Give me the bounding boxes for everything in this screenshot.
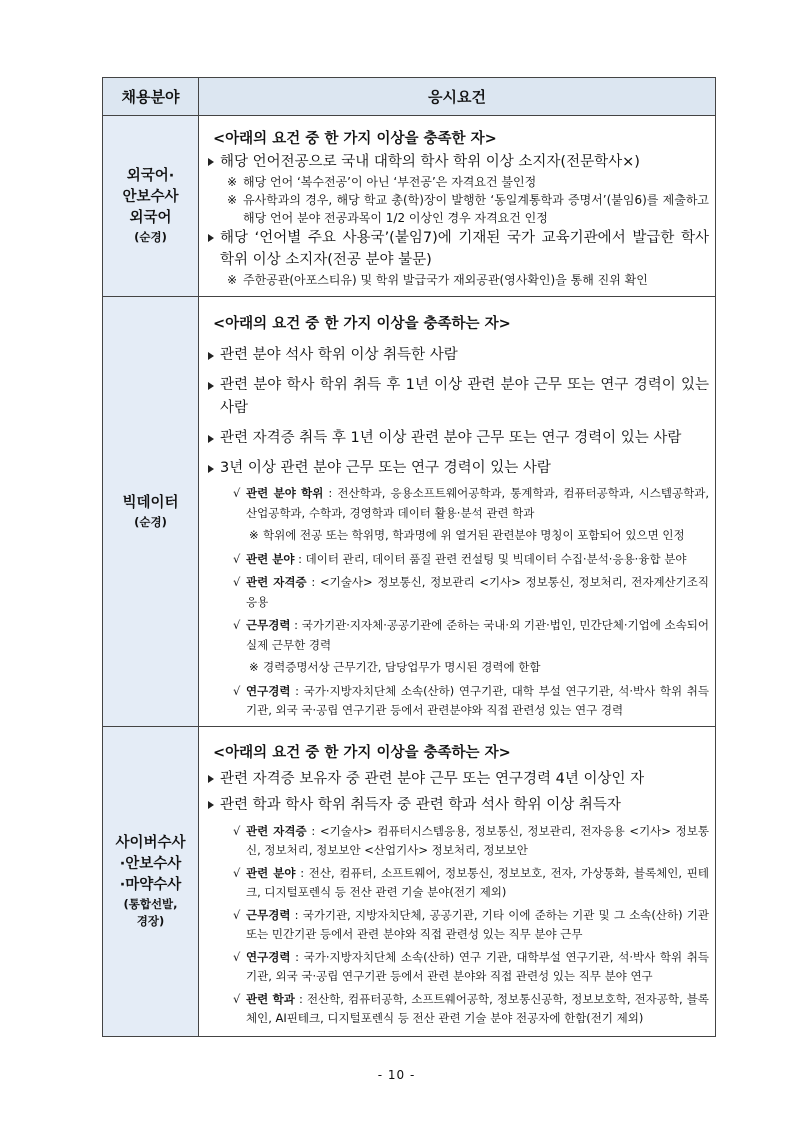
detail-text: : <기술사> 컴퓨터시스템응용, 정보통신, 정보관리, 전자응용 <기사> 정보통신, 정보처리, 정보보안 <산업기사> 정보처리, 정보보안 — [246, 824, 709, 857]
detail-label: 연구경력 — [246, 683, 291, 698]
header-requirements: 응시요건 — [199, 78, 716, 116]
field-name: 사이버수사 ·안보수사 ·마약수사 — [115, 835, 186, 893]
requirement-item: 관련 자격증 취득 후 1년 이상 관련 분야 근무 또는 연구 경력이 있는 사람 — [207, 427, 709, 450]
header-field: 채용분야 — [103, 78, 199, 116]
requirement-detail — [207, 550, 709, 570]
field-name: 빅데이터 — [122, 494, 179, 511]
detail-label: 관련 분야 — [246, 866, 296, 880]
requirement-heading: <아래의 요건 중 한 가지 이상을 충족하는 자> — [213, 316, 511, 332]
requirement-item: 해당 ‘언어별 주요 사용국’(붙임7)에 기재된 국가 교육기관에서 발급한 학사 학위 이상 소지자(전공 분야 불문) — [207, 227, 709, 271]
requirements-cell — [199, 727, 716, 1037]
table-row — [103, 727, 716, 1037]
requirement-heading: <아래의 요건 중 한 가지 이상을 충족한 자> — [213, 131, 497, 147]
field-cell — [103, 297, 199, 727]
requirement-note: ※ 학위에 전공 또는 학위명, 학과명에 위 열거된 관련분야 명칭이 포함되어 있으면 인정 — [207, 526, 709, 546]
detail-label: 연구경력 — [246, 950, 291, 964]
detail-text: : 전산학, 컴퓨터공학, 소프트웨어공학, 정보통신공학, 정보보호학, 전자공학, 블록체인, AI핀테크, 디지털포렌식 등 전산 관련 기술 분야 전공자에 한함(전기 제외) — [246, 992, 709, 1025]
requirement-detail — [207, 990, 709, 1028]
requirement-note: ※ 주한공관(아포스티유) 및 학위 발급국가 재외공관(영사확인)을 통해 진위 확인 — [207, 271, 709, 289]
field-cell — [103, 727, 199, 1037]
requirement-item: 관련 분야 학사 학위 취득 후 1년 이상 관련 분야 근무 또는 연구 경력이 있는 사람 — [207, 374, 709, 420]
requirement-note: ※ 해당 언어 ‘복수전공’이 아닌 ‘부전공’은 자격요건 불인정 — [207, 173, 709, 191]
requirement-detail — [207, 948, 709, 986]
detail-label: 근무경력 — [246, 618, 291, 632]
detail-text: : 전산, 컴퓨터, 소프트웨어, 정보통신, 정보보호, 전자, 가상통화, 블록체인, 핀테크, 디지털포렌식 등 전산 관련 기술 분야(전기 제외) — [246, 866, 709, 899]
detail-text: : 국가·지방자치단체 소속(산하) 연구기관, 대학 부설 연구기관, 석·박사 학위 취득기관, 외국 국·공립 연구기관 등에서 관련분야와 직접 관련성 있는 연구 경력 — [246, 683, 709, 717]
requirements-table — [102, 77, 716, 1037]
requirement-item: 관련 자격증 보유자 중 관련 분야 근무 또는 연구경력 4년 이상인 자 — [207, 766, 709, 792]
field-name: 외국어· 안보수사 외국어 — [122, 168, 179, 226]
detail-label: 관련 분야 학위 — [246, 486, 324, 500]
table-header-row — [103, 78, 716, 116]
detail-text: : 국가기관, 지방자치단체, 공공기관, 기타 이에 준하는 기관 및 그 소속(산하) 기관 또는 민간기관 등에서 관련 분야와 직접 관련성 있는 직무 분야 근무 — [246, 908, 709, 941]
field-rank: (순경) — [134, 514, 167, 529]
requirement-detail — [207, 822, 709, 860]
detail-text: : 국가·지방자치단체 소속(산하) 연구 기관, 대학부설 연구기관, 석·박사 학위 취득기관, 외국 국·공립 연구기관 등에서 관련 분야와 직접 관련성 있는 직무 분야 연구 — [246, 950, 709, 983]
requirement-item: 관련 분야 석사 학위 이상 취득한 사람 — [207, 344, 709, 367]
requirement-detail — [207, 616, 709, 655]
table-row — [103, 116, 716, 297]
requirement-item: 관련 학과 학사 학위 취득자 중 관련 학과 석사 학위 이상 취득자 — [207, 792, 709, 818]
requirement-note: ※ 경력증명서상 근무기간, 담당업무가 명시된 경력에 한함 — [207, 658, 709, 678]
field-rank: (순경) — [134, 230, 167, 244]
detail-label: 관련 자격증 — [246, 575, 307, 589]
requirement-item: 해당 언어전공으로 국내 대학의 학사 학위 이상 소지자(전문학사×) — [207, 151, 709, 173]
detail-text: : <기술사> 정보통신, 정보관리 <기사> 정보통신, 정보처리, 전자계산기조직응용 — [246, 575, 709, 609]
table-row — [103, 297, 716, 727]
requirements-cell — [199, 297, 716, 727]
requirements-cell — [199, 116, 716, 297]
field-cell — [103, 116, 199, 297]
requirement-detail — [207, 484, 709, 523]
detail-label: 관련 분야 — [246, 551, 295, 566]
detail-text: : 전산학과, 응용소프트웨어공학과, 통계학과, 컴퓨터공학과, 시스템공학과, 산업공학과, 수학과, 경영학과 데이터 활용·분석 관련 학과 — [246, 486, 709, 520]
requirement-heading: <아래의 요건 중 한 가지 이상을 충족하는 자> — [213, 745, 511, 761]
requirement-detail — [207, 864, 709, 902]
field-rank: (통합선발, 경장) — [123, 897, 178, 928]
detail-label: 관련 학과 — [246, 992, 295, 1006]
requirement-detail — [207, 906, 709, 944]
page-number: - 10 - — [377, 1068, 416, 1082]
detail-label: 관련 자격증 — [246, 824, 307, 838]
detail-label: 근무경력 — [246, 908, 291, 922]
detail-text: : 국가기관·지자체·공공기관에 준하는 국내·외 기관·법인, 민간단체·기업에 소속되어 실제 근무한 경력 — [246, 618, 709, 652]
requirement-detail — [207, 682, 709, 721]
requirement-item: 3년 이상 관련 분야 근무 또는 연구 경력이 있는 사람 — [207, 457, 709, 480]
requirement-detail — [207, 573, 709, 612]
detail-text: : 데이터 관리, 데이터 품질 관련 컨설팅 및 빅데이터 수집·분석·응용·융합 분야 — [294, 551, 687, 566]
requirement-note: ※ 유사학과의 경우, 해당 학교 총(학)장이 발행한 ‘동일계통학과 증명서’(붙임6)를 제출하고 해당 언어 분야 전공과목이 1/2 이상인 경우 자격요건 인정 — [207, 191, 709, 227]
